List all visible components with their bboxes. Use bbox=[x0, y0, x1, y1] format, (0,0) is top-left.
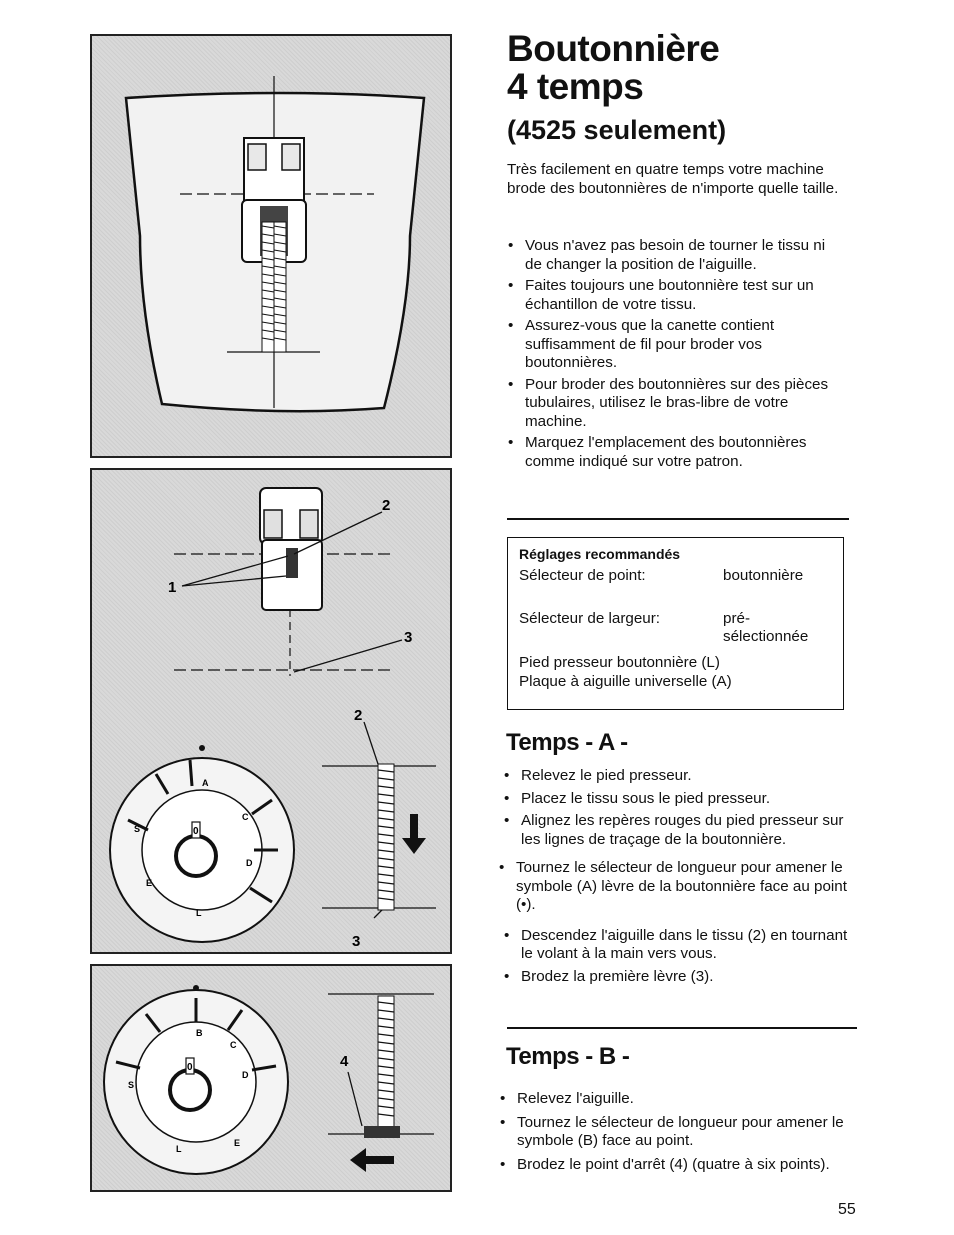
dial-a-letter-s: S bbox=[134, 824, 141, 834]
callout-4: 4 bbox=[340, 1053, 349, 1070]
temps-a-heading: Temps - A - bbox=[506, 729, 628, 756]
illustration-fabric-panel bbox=[90, 34, 452, 458]
dial-a-window: 0 bbox=[193, 826, 199, 837]
dial-a-letter-c: C bbox=[242, 812, 249, 822]
temps-a-step: • Placez le tissu sous le pied presseur. bbox=[521, 790, 851, 809]
dial-b-letter-e: E bbox=[234, 1138, 241, 1148]
settings-presser-foot: Pied presseur boutonnière (L) bbox=[519, 654, 720, 671]
temps-b-step: • Brodez le point d'arrêt (4) (quatre à six points). bbox=[517, 1156, 855, 1175]
section-divider-b bbox=[507, 1027, 857, 1029]
page-subtitle: (4525 seulement) bbox=[507, 115, 727, 145]
temps-a-step: • Descendez l'aiguille dans le tissu (2) en tournant le volant à la main vers vous. bbox=[521, 927, 851, 964]
temps-a-step: • Relevez le pied presseur. bbox=[521, 767, 851, 786]
illustration-step-a-panel bbox=[90, 468, 452, 954]
dial-a-letter-l: L bbox=[196, 908, 202, 918]
dial-a-letter-d: D bbox=[246, 858, 253, 868]
buttonhole-foot bbox=[260, 488, 322, 610]
dial-a-letter-a: A bbox=[202, 778, 209, 788]
tip-item: • Pour broder des boutonnières sur des pièces tubulaires, utilisez le bras-libre de votre machine. bbox=[525, 376, 845, 432]
settings-label-width-selector: Sélecteur de largeur: bbox=[519, 610, 660, 627]
dial-b-letter-l: L bbox=[176, 1144, 182, 1154]
fabric-illustration bbox=[92, 36, 452, 458]
bartack-stitching bbox=[364, 1126, 400, 1138]
settings-value-width-line-2: sélectionnée bbox=[723, 628, 809, 645]
stitch-length-dial-a bbox=[110, 758, 294, 942]
temps-b-step: • Tournez le sélecteur de longueur pour amener le symbole (B) face au point. bbox=[517, 1114, 855, 1151]
temps-a-step: • Tournez le sélecteur de longueur pour amener le symbole (A) lèvre de la boutonnière face au point (•). bbox=[516, 859, 851, 915]
callout-2-line-a bbox=[364, 722, 378, 764]
settings-needle-plate: Plaque à aiguille universelle (A) bbox=[519, 673, 732, 690]
tip-item: • Vous n'avez pas besoin de tourner le tissu ni de changer la position de l'aiguille. bbox=[525, 237, 845, 274]
stitch-length-dial-b bbox=[104, 990, 288, 1174]
page-title-line-1: Boutonnière bbox=[507, 28, 720, 69]
dial-b-letter-d: D bbox=[242, 1070, 249, 1080]
temps-b-steps bbox=[517, 1090, 855, 1174]
tip-item: • Marquez l'emplacement des boutonnières comme indiqué sur votre patron. bbox=[525, 434, 845, 471]
tip-item: • Assurez-vous que la canette contient suffisamment de fil pour broder vos boutonnières. bbox=[525, 317, 845, 373]
callout-3-line-a bbox=[374, 910, 382, 918]
dial-b-letter-c: C bbox=[230, 1040, 237, 1050]
dial-b-letter-b: B bbox=[196, 1028, 203, 1038]
callout-3-a: 3 bbox=[352, 933, 361, 950]
callout-2-a: 2 bbox=[354, 707, 363, 724]
settings-value-width-line-1: pré- bbox=[723, 610, 751, 627]
dial-a-letter-e: E bbox=[146, 878, 153, 888]
callout-2: 2 bbox=[382, 497, 391, 514]
needle-point-indicator bbox=[199, 745, 205, 751]
temps-b-heading: Temps - B - bbox=[506, 1043, 630, 1070]
page-title bbox=[507, 30, 719, 106]
tip-item: • Faites toujours une boutonnière test sur un échantillon de votre tissu. bbox=[525, 277, 845, 314]
section-divider bbox=[507, 518, 849, 520]
settings-value-stitch-selector: boutonnière bbox=[723, 567, 804, 584]
recommended-settings-box bbox=[507, 537, 844, 710]
buttonhole-left-lip bbox=[262, 222, 274, 352]
callout-1: 1 bbox=[168, 579, 177, 596]
step-b-illustration bbox=[92, 966, 452, 1192]
dial-b-window: 0 bbox=[187, 1062, 193, 1073]
temps-a-step: • Brodez la première lèvre (3). bbox=[521, 968, 851, 987]
callout-4-line bbox=[348, 1072, 362, 1126]
settings-label-stitch-selector: Sélecteur de point: bbox=[519, 567, 646, 584]
settings-heading: Réglages recommandés bbox=[519, 546, 681, 562]
arrow-left-icon bbox=[350, 1148, 394, 1172]
arrow-down-icon bbox=[402, 814, 426, 854]
dial-b-letter-s: S bbox=[128, 1080, 135, 1090]
callout-3: 3 bbox=[404, 629, 413, 646]
page-number: 55 bbox=[838, 1201, 856, 1218]
step-a-illustration bbox=[92, 470, 452, 954]
buttonhole-right-lip bbox=[274, 222, 286, 352]
temps-b-step: • Relevez l'aiguille. bbox=[517, 1090, 855, 1109]
page-title-line-2: 4 temps bbox=[507, 66, 644, 107]
temps-a-steps bbox=[516, 767, 851, 986]
tips-list bbox=[525, 237, 845, 471]
intro-paragraph: Très facilement en quatre temps votre machine brode des boutonnières de n'importe quelle taille. bbox=[507, 161, 839, 197]
illustration-step-b-panel bbox=[90, 964, 452, 1192]
temps-a-step: • Alignez les repères rouges du pied presseur sur les lignes de traçage de la boutonnière. bbox=[521, 812, 851, 849]
